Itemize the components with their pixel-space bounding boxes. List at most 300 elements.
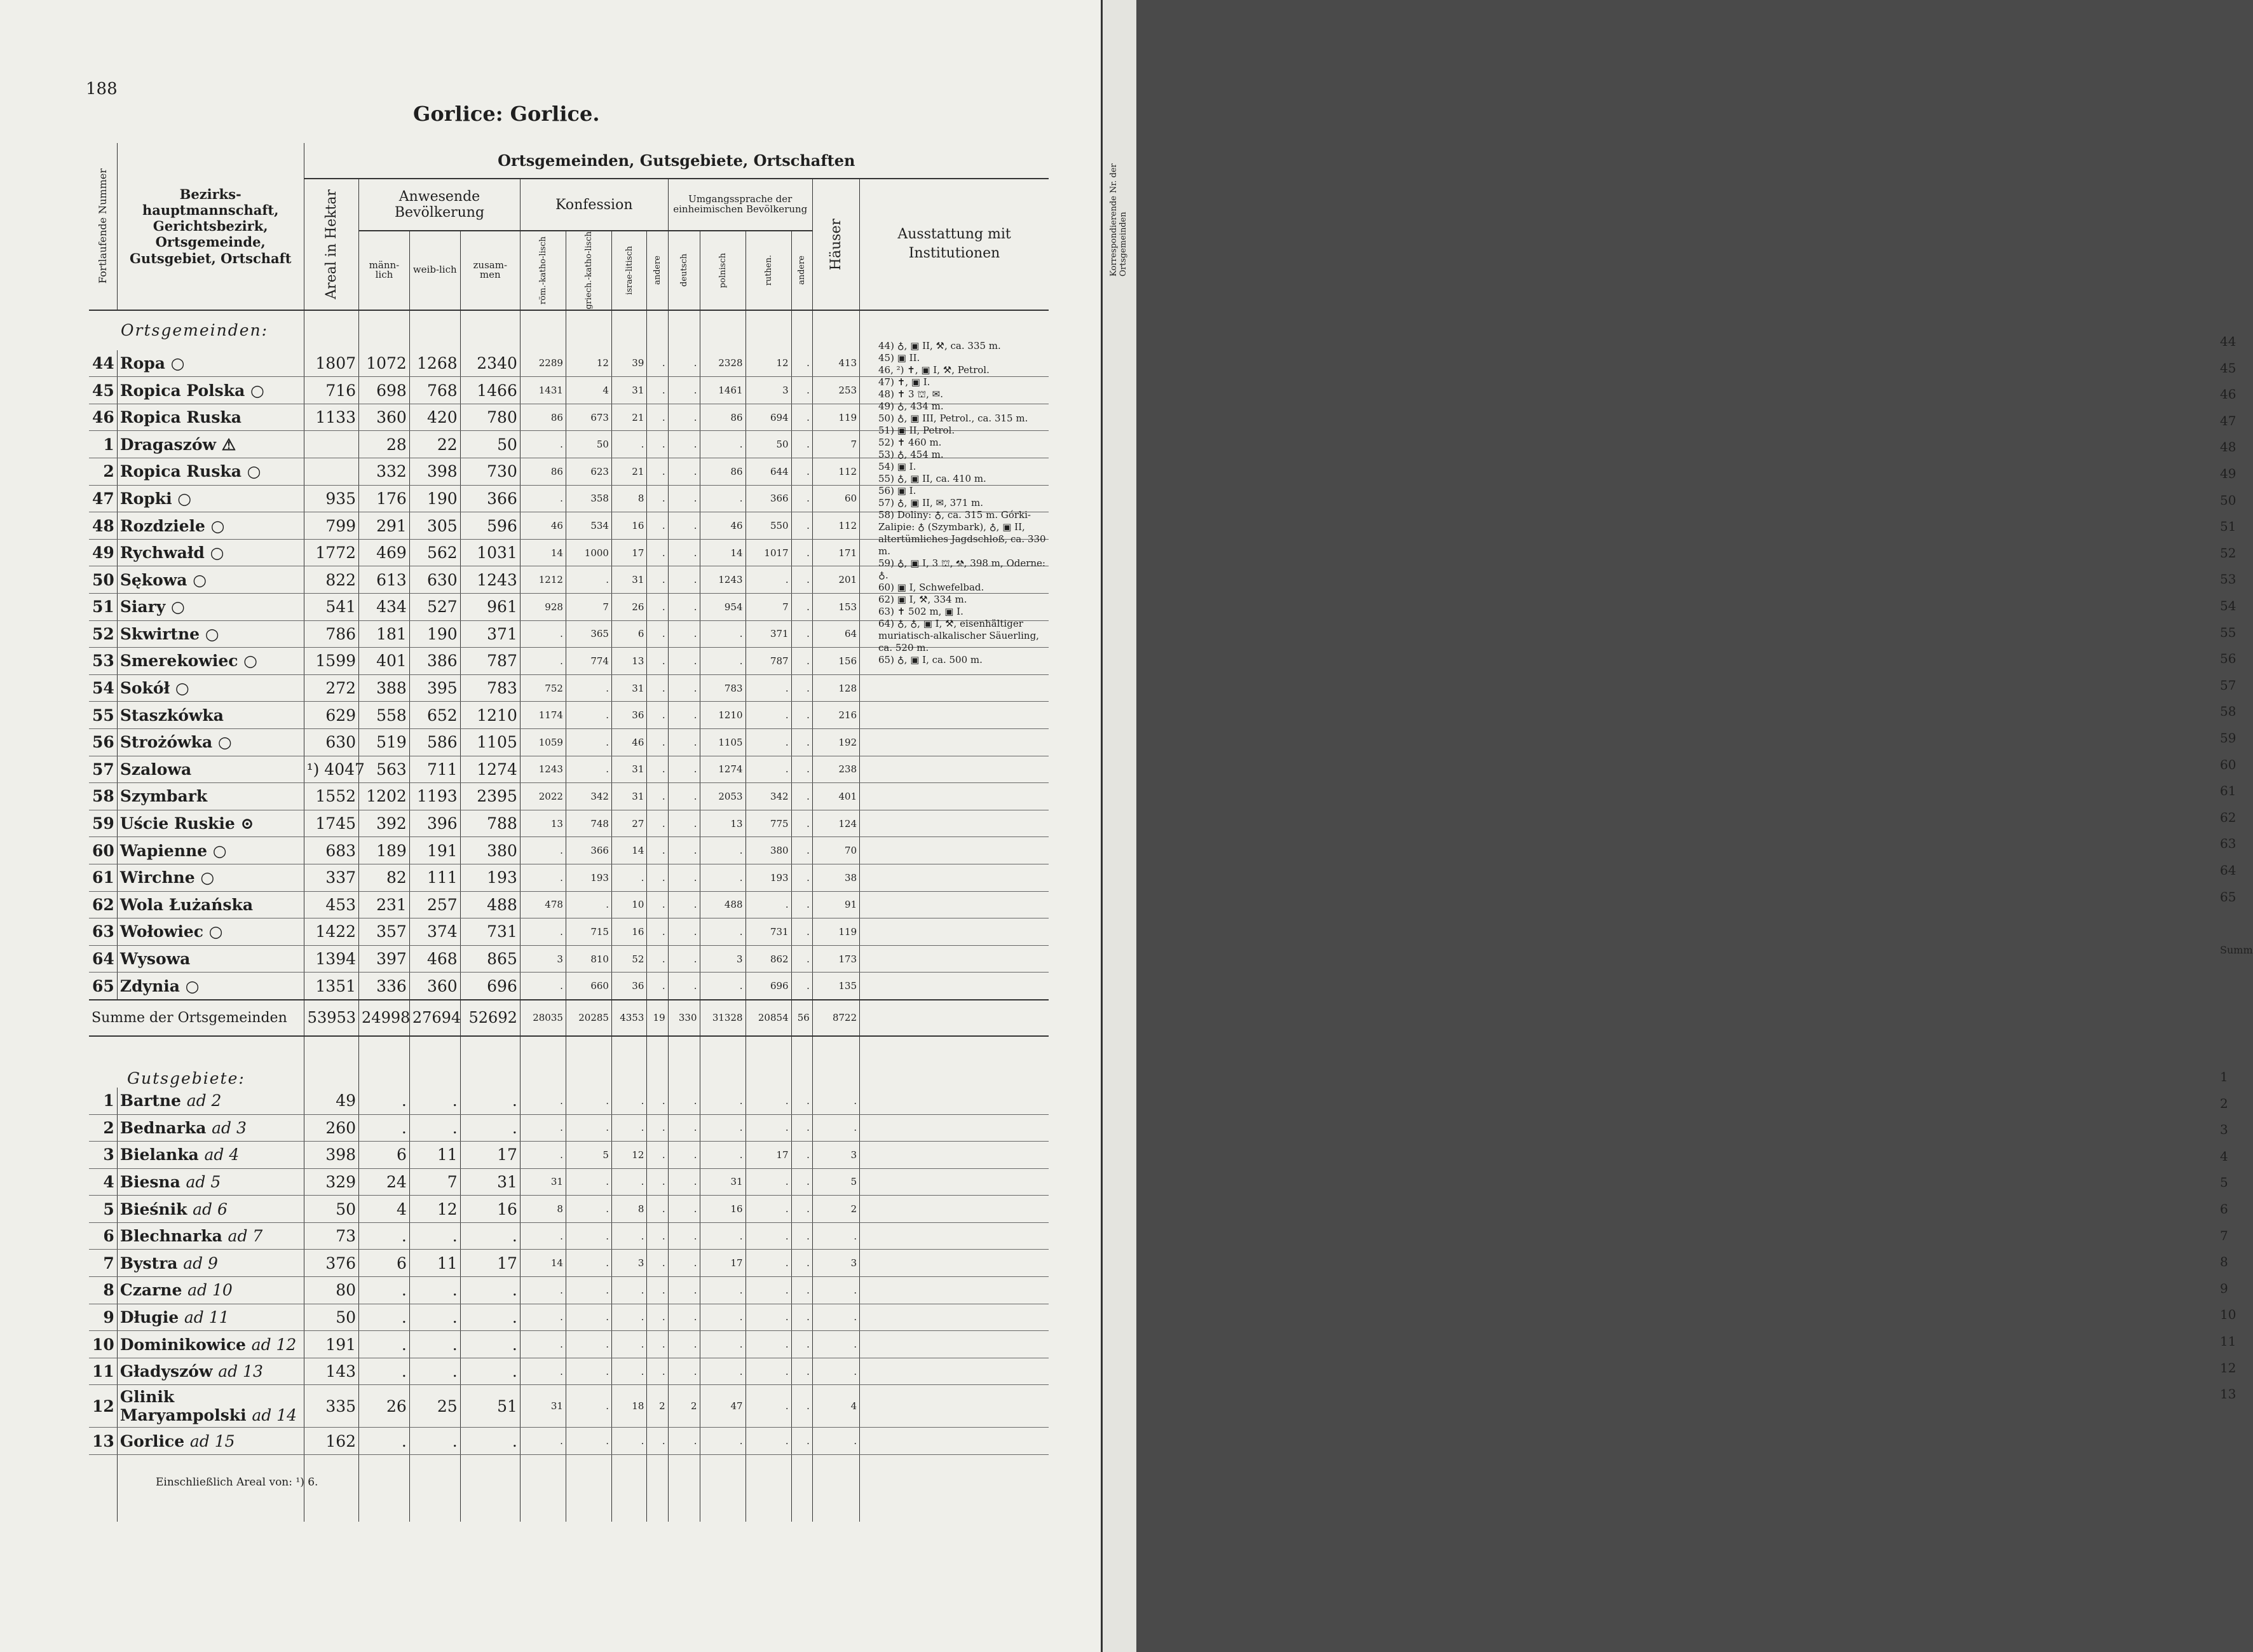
cell-gk: 366 <box>566 837 611 864</box>
cell-ru: . <box>745 1168 791 1196</box>
summe-gk: 20285 <box>566 1000 611 1036</box>
cell-areal: 162 <box>304 1428 358 1455</box>
cell-de: . <box>668 756 700 783</box>
cell-h: . <box>812 1331 859 1358</box>
cell-rk: . <box>520 1277 566 1304</box>
row-name-text: Długie <box>119 1307 179 1327</box>
cell-z: . <box>460 1088 520 1114</box>
row-ad-ref: ad 5 <box>186 1172 221 1191</box>
strip-number: 60 <box>2220 756 2236 772</box>
cell-gk: 660 <box>566 973 611 1000</box>
cell-an: . <box>647 864 668 891</box>
page-number: 188 <box>86 79 118 99</box>
cell-gk: 748 <box>566 810 611 837</box>
row-ad-ref: ad 2 <box>186 1091 222 1110</box>
row-number: 52 <box>89 620 117 648</box>
cell-po: 86 <box>700 404 745 431</box>
cell-m: . <box>359 1088 410 1114</box>
row-name: Strożówka ○ <box>117 728 304 756</box>
table-row <box>89 1114 1049 1142</box>
strip-number: 58 <box>2220 704 2236 720</box>
cell-z: 788 <box>460 810 520 837</box>
row-ad-ref: ad 12 <box>251 1335 297 1354</box>
cell-m: 434 <box>359 594 410 621</box>
row-name: Wapienne ○ <box>117 837 304 864</box>
cell-ru: 694 <box>745 404 791 431</box>
row-name-text: Czarne <box>119 1281 182 1300</box>
cell-m: 181 <box>359 620 410 648</box>
row-name: Rozdziele ○ <box>117 512 304 540</box>
cell-an: . <box>647 783 668 810</box>
strip-number: 12 <box>2220 1360 2236 1376</box>
note-line: 55) ♁, ▣ II, ca. 410 m. <box>878 473 986 484</box>
cell-rk: 2289 <box>520 350 566 377</box>
cell-h: . <box>812 1358 859 1385</box>
cell-ru: 12 <box>745 350 791 377</box>
cell-ru: . <box>745 1088 791 1114</box>
cell-an2: . <box>791 1385 812 1428</box>
row-number: 51 <box>89 594 117 621</box>
section-blank <box>647 1036 668 1088</box>
section-blank <box>812 1036 859 1088</box>
cell-ausstattung <box>860 864 1049 891</box>
cell-an: . <box>647 458 668 486</box>
cell-an: . <box>647 918 668 946</box>
cell-de: . <box>668 1142 700 1169</box>
cell-m: 360 <box>359 404 410 431</box>
row-number: 64 <box>89 945 117 973</box>
cell-an2: . <box>791 458 812 486</box>
cell-gk: 673 <box>566 404 611 431</box>
cell-rk: . <box>520 864 566 891</box>
cell-po: 1105 <box>700 728 745 756</box>
summe-an2: 56 <box>791 1000 812 1036</box>
cell-h: 64 <box>812 620 859 648</box>
row-name: Wołowiec ○ <box>117 918 304 946</box>
note-line: 53) ♁, 454 m. <box>878 449 944 460</box>
cell-h: 91 <box>812 891 859 918</box>
cell-ru: . <box>745 1277 791 1304</box>
cell-ru: . <box>745 566 791 594</box>
row-name: Wirchne ○ <box>117 864 304 891</box>
section-blank <box>359 1036 410 1088</box>
cell-w: . <box>409 1331 460 1358</box>
table-row <box>89 837 1049 864</box>
cell-ru: 787 <box>745 648 791 675</box>
cell-m: . <box>359 1304 410 1331</box>
cell-is: . <box>611 864 646 891</box>
cell-h: 173 <box>812 945 859 973</box>
cell-z: 31 <box>460 1168 520 1196</box>
cell-an: . <box>647 620 668 648</box>
cell-is: 10 <box>611 891 646 918</box>
row-number: 1 <box>89 431 117 458</box>
cell-de: . <box>668 404 700 431</box>
summe-areal: 53953 <box>304 1000 358 1036</box>
cell-m: . <box>359 1114 410 1142</box>
cell-m: 26 <box>359 1385 410 1428</box>
cell-rk: . <box>520 1358 566 1385</box>
row-number: 46 <box>89 404 117 431</box>
section-blank <box>745 1036 791 1088</box>
section-gutsgebiete <box>89 1036 1049 1088</box>
section-ortsgemeinden: Ortsgemeinden: <box>89 310 1049 350</box>
cell-w: . <box>409 1428 460 1455</box>
strip-number: 44 <box>2220 334 2236 349</box>
cell-po: 13 <box>700 810 745 837</box>
cell-an: . <box>647 648 668 675</box>
cell-gk: . <box>566 1250 611 1277</box>
cell-w: 111 <box>409 864 460 891</box>
summe-is: 4353 <box>611 1000 646 1036</box>
table-row <box>89 1142 1049 1169</box>
row-number: 11 <box>89 1358 117 1385</box>
cell-w: 191 <box>409 837 460 864</box>
cell-po: 14 <box>700 539 745 566</box>
cell-areal: 453 <box>304 891 358 918</box>
cell-areal: 80 <box>304 1277 358 1304</box>
cell-w: 22 <box>409 431 460 458</box>
cell-po: 16 <box>700 1196 745 1223</box>
table-row <box>89 973 1049 1000</box>
cell-is: . <box>611 1222 646 1250</box>
cell-rk: 928 <box>520 594 566 621</box>
cell-h: 156 <box>812 648 859 675</box>
cell-z: 1105 <box>460 728 520 756</box>
cell-gk: . <box>566 891 611 918</box>
cell-an: . <box>647 1088 668 1114</box>
cell-ausstattung <box>860 973 1049 1000</box>
cell-ru: . <box>745 702 791 729</box>
cell-m: 332 <box>359 458 410 486</box>
cell-po: . <box>700 648 745 675</box>
cell-de: . <box>668 837 700 864</box>
cell-de: . <box>668 512 700 540</box>
cell-w: 395 <box>409 674 460 702</box>
cell-an2: . <box>791 485 812 512</box>
row-name: Sękowa ○ <box>117 566 304 594</box>
cell-de: . <box>668 1358 700 1385</box>
cell-z: 1210 <box>460 702 520 729</box>
note-line: 51) ▣ II, Petrol. <box>878 425 955 436</box>
row-name: Wysowa <box>117 945 304 973</box>
note-line: 57) ♁, ▣ II, ✉, 371 m. <box>878 497 984 509</box>
row-number: 2 <box>89 1114 117 1142</box>
cell-ru: 1017 <box>745 539 791 566</box>
cell-ru: 371 <box>745 620 791 648</box>
cell-rk: 31 <box>520 1168 566 1196</box>
col-an2-header: andere <box>791 231 812 310</box>
cell-an: . <box>647 1168 668 1196</box>
row-name-text: Bielanka <box>119 1145 199 1164</box>
cell-an: . <box>647 539 668 566</box>
strip-number: 63 <box>2220 836 2236 852</box>
summe-label: Summe der Ortsgemeinden <box>89 1000 304 1036</box>
row-name: Ropki ○ <box>117 485 304 512</box>
cell-areal <box>304 458 358 486</box>
cell-po: 17 <box>700 1250 745 1277</box>
row-ad-ref: ad 15 <box>189 1431 235 1451</box>
cell-m: 82 <box>359 864 410 891</box>
row-number: 47 <box>89 485 117 512</box>
cell-ru: 696 <box>745 973 791 1000</box>
cell-h: 3 <box>812 1250 859 1277</box>
row-ad-ref: ad 6 <box>193 1199 228 1219</box>
col-de-header: deutsch <box>668 231 700 310</box>
cell-gk: 342 <box>566 783 611 810</box>
cell-an: . <box>647 1304 668 1331</box>
row-name: Staszkówka <box>117 702 304 729</box>
cell-an2: . <box>791 973 812 1000</box>
cell-po: . <box>700 1331 745 1358</box>
row-number: 63 <box>89 918 117 946</box>
table-row <box>89 702 1049 729</box>
cell-gk: 5 <box>566 1142 611 1169</box>
note-line: 44) ♁, ▣ II, ⚒, ca. 335 m. <box>878 340 1001 352</box>
cell-an: . <box>647 891 668 918</box>
row-name-text: Dominikowice <box>119 1335 246 1354</box>
cell-ru: 380 <box>745 837 791 864</box>
cell-po: . <box>700 864 745 891</box>
filler-cell <box>812 1455 859 1522</box>
cell-an: . <box>647 1196 668 1223</box>
col-lfd-header: Fortlaufende Nummer <box>89 143 117 310</box>
cell-an2: . <box>791 1142 812 1169</box>
cell-de: . <box>668 674 700 702</box>
cell-m: 231 <box>359 891 410 918</box>
cell-an: . <box>647 1114 668 1142</box>
cell-de: . <box>668 458 700 486</box>
cell-rk: . <box>520 1222 566 1250</box>
note-line: 54) ▣ I. <box>878 461 916 472</box>
row-name: Dragaszów ⚠ <box>117 431 304 458</box>
cell-ausstattung <box>860 702 1049 729</box>
row-name <box>117 1277 304 1304</box>
cell-an: . <box>647 594 668 621</box>
note-line: 45) ▣ II. <box>878 352 920 364</box>
cell-rk: . <box>520 620 566 648</box>
cell-h: . <box>812 1277 859 1304</box>
cell-rk: 13 <box>520 810 566 837</box>
row-number: 55 <box>89 702 117 729</box>
row-number: 57 <box>89 756 117 783</box>
cell-z: 865 <box>460 945 520 973</box>
row-name: Siary ○ <box>117 594 304 621</box>
row-number: 53 <box>89 648 117 675</box>
strip-number: 6 <box>2220 1201 2228 1217</box>
cell-is: . <box>611 1331 646 1358</box>
cell-ausstattung <box>860 1168 1049 1196</box>
cell-w: 11 <box>409 1142 460 1169</box>
cell-rk: . <box>520 837 566 864</box>
strip-header: Korrespondierende Nr. der Ortsgemeinden <box>1109 163 1128 276</box>
strip-number: 61 <box>2220 783 2236 799</box>
cell-po: 954 <box>700 594 745 621</box>
note-line: 59) ♁, ▣ I, 3 ⛫, ⚒, 398 m, Oderne: ♁. <box>878 557 1045 581</box>
cell-areal: 822 <box>304 566 358 594</box>
filler-cell <box>409 1455 460 1522</box>
cell-de: . <box>668 431 700 458</box>
row-name <box>117 1385 304 1428</box>
cell-rk: 46 <box>520 512 566 540</box>
cell-is: . <box>611 431 646 458</box>
table-row <box>89 1428 1049 1455</box>
cell-rk: 14 <box>520 539 566 566</box>
cell-po: . <box>700 431 745 458</box>
cell-rk: . <box>520 485 566 512</box>
cell-w: 12 <box>409 1196 460 1223</box>
cell-m: 469 <box>359 539 410 566</box>
note-line: 63) ✝ 502 m, ▣ I. <box>878 606 963 617</box>
cell-an2: . <box>791 404 812 431</box>
cell-an: . <box>647 404 668 431</box>
row-name: Skwirtne ○ <box>117 620 304 648</box>
cell-is: 31 <box>611 674 646 702</box>
cell-w: 360 <box>409 973 460 1000</box>
row-name: Wola Łużańska <box>117 891 304 918</box>
note-line: 62) ▣ I, ⚒, 334 m. <box>878 594 967 605</box>
cell-w: 190 <box>409 485 460 512</box>
cell-ru: . <box>745 1114 791 1142</box>
cell-rk: 1431 <box>520 377 566 404</box>
cell-h: 7 <box>812 431 859 458</box>
strip-number: 7 <box>2220 1227 2228 1243</box>
section-blank <box>668 1036 700 1088</box>
cell-w: 11 <box>409 1250 460 1277</box>
cell-z: 1243 <box>460 566 520 594</box>
summe-ru: 20854 <box>745 1000 791 1036</box>
cell-ausstattung <box>860 945 1049 973</box>
row-name-text: Gorlice <box>119 1431 185 1451</box>
row-ad-ref: ad 4 <box>204 1145 240 1164</box>
row-name: Ropica Ruska ○ <box>117 458 304 486</box>
cell-m: . <box>359 1428 410 1455</box>
cell-an: . <box>647 1277 668 1304</box>
col-rk-header: röm.-katho-lisch <box>520 231 566 310</box>
cell-gk: 12 <box>566 350 611 377</box>
cell-z: 50 <box>460 431 520 458</box>
cell-an: . <box>647 674 668 702</box>
cell-de: . <box>668 864 700 891</box>
cell-is: 36 <box>611 702 646 729</box>
cell-rk: . <box>520 431 566 458</box>
cell-rk: 478 <box>520 891 566 918</box>
cell-an2: . <box>791 674 812 702</box>
cell-de: . <box>668 539 700 566</box>
cell-m: 1072 <box>359 350 410 377</box>
cell-areal: 1807 <box>304 350 358 377</box>
row-name: Szalowa <box>117 756 304 783</box>
strip-number: 64 <box>2220 863 2236 878</box>
cell-an2: . <box>791 1222 812 1250</box>
cell-m: . <box>359 1277 410 1304</box>
note-line: 49) ♁, 434 m. <box>878 400 944 412</box>
table-row <box>89 674 1049 702</box>
cell-an2: . <box>791 810 812 837</box>
cell-z: 1466 <box>460 377 520 404</box>
cell-h: 413 <box>812 350 859 377</box>
cell-po: 2328 <box>700 350 745 377</box>
cell-w: . <box>409 1114 460 1142</box>
cell-ru: . <box>745 756 791 783</box>
cell-de: . <box>668 810 700 837</box>
cell-is: 21 <box>611 404 646 431</box>
cell-an: 2 <box>647 1385 668 1428</box>
filler-cell <box>668 1455 700 1522</box>
cell-de: . <box>668 1331 700 1358</box>
cell-ausstattung <box>860 1142 1049 1169</box>
cell-m: 176 <box>359 485 410 512</box>
cell-is: 36 <box>611 973 646 1000</box>
cell-w: 257 <box>409 891 460 918</box>
cell-w: 305 <box>409 512 460 540</box>
strip-number: 4 <box>2220 1148 2228 1164</box>
row-name <box>117 1222 304 1250</box>
cell-de: . <box>668 1196 700 1223</box>
row-number: 13 <box>89 1428 117 1455</box>
cell-an2: . <box>791 756 812 783</box>
cell-an: . <box>647 1358 668 1385</box>
cell-de: . <box>668 350 700 377</box>
cell-w: 25 <box>409 1385 460 1428</box>
cell-gk: . <box>566 1358 611 1385</box>
row-number: 6 <box>89 1222 117 1250</box>
cell-an2: . <box>791 350 812 377</box>
cell-h: . <box>812 1428 859 1455</box>
note-line: 58) Doliny: ♁, ca. 315 m. Górki-Zalipie: ♁ (Szymbark), ♁, ▣ II, altertümliches Jagdschloß, ca. 330 m. <box>878 509 1046 557</box>
section-blank <box>304 1036 358 1088</box>
strip-number: 49 <box>2220 466 2236 481</box>
cell-gk: . <box>566 1331 611 1358</box>
cell-h: 3 <box>812 1142 859 1169</box>
cell-h: 238 <box>812 756 859 783</box>
cell-m: 388 <box>359 674 410 702</box>
row-number: 62 <box>89 891 117 918</box>
row-name <box>117 1168 304 1196</box>
cell-rk: . <box>520 1142 566 1169</box>
strip-number: 54 <box>2220 598 2236 613</box>
cell-rk: . <box>520 918 566 946</box>
cell-rk: 1243 <box>520 756 566 783</box>
cell-ru: 644 <box>745 458 791 486</box>
cell-h: 119 <box>812 404 859 431</box>
cell-ru: . <box>745 1331 791 1358</box>
cell-z: 16 <box>460 1196 520 1223</box>
cell-an: . <box>647 377 668 404</box>
cell-gk: 715 <box>566 918 611 946</box>
cell-an2: . <box>791 783 812 810</box>
footnote: Einschließlich Areal von: ¹) 6. <box>156 1476 318 1489</box>
row-number: 61 <box>89 864 117 891</box>
cell-is: 6 <box>611 620 646 648</box>
cell-de: . <box>668 566 700 594</box>
cell-is: . <box>611 1428 646 1455</box>
filler-cell <box>745 1455 791 1522</box>
cell-is: 8 <box>611 485 646 512</box>
strip-number: 55 <box>2220 624 2236 640</box>
row-ad-ref: ad 11 <box>184 1307 229 1327</box>
cell-areal: 629 <box>304 702 358 729</box>
row-number: 3 <box>89 1142 117 1169</box>
cell-z: . <box>460 1222 520 1250</box>
strip-number: 10 <box>2220 1307 2236 1323</box>
cell-rk: . <box>520 1088 566 1114</box>
cell-areal: 935 <box>304 485 358 512</box>
cell-ausstattung <box>860 1250 1049 1277</box>
cell-ru: . <box>745 1222 791 1250</box>
strip-number: 11 <box>2220 1334 2236 1349</box>
cell-ausstattung <box>860 891 1049 918</box>
